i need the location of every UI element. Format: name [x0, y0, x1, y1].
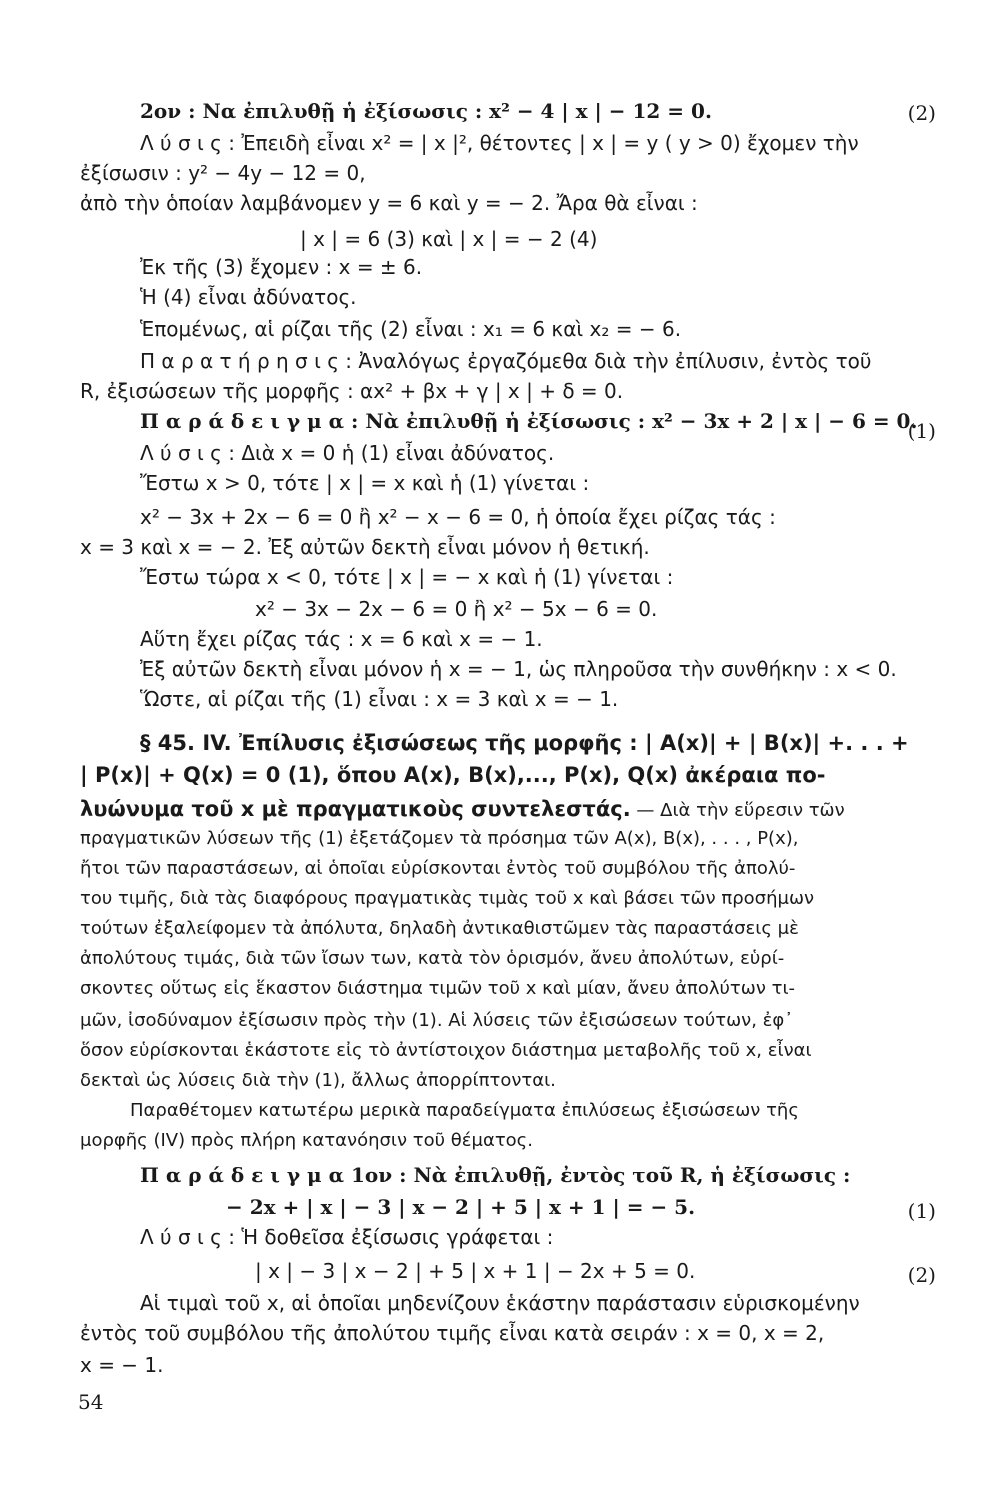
text-line: − 2x + | x | − 3 | x − 2 | + 5 | x + 1 | = − 5.: [226, 1195, 696, 1219]
text-line: x = 3 καὶ x = − 2. Ἐξ αὐτῶν δεκτὴ εἶναι μόνον ἡ θετική.: [80, 535, 650, 559]
text-line: Αὕτη ἔχει ρίζας τάς : x = 6 καὶ x = − 1.: [140, 627, 543, 651]
text-line: δεκταὶ ὡς λύσεις διὰ τὴν (1), ἄλλως ἀπορρίπτονται.: [80, 1070, 556, 1091]
text-line: Λ ύ σ ι ς : Ἐπειδὴ εἶναι x² = | x |², θέτοντες | x | = y ( y > 0) ἔχομεν τὴν: [140, 131, 859, 155]
text-line: σκοντες οὕτως εἰς ἕκαστον διάστημα τιμῶν τοῦ x καὶ μίαν, ἄνευ ἀπολύτων τι-: [80, 978, 796, 999]
text-line: Π α ρ ά δ ε ι γ μ α : Νὰ ἐπιλυθῇ ἡ ἐξίσωσις : x² − 3x + 2 | x | − 6 = 0.: [140, 409, 918, 433]
text-line: 2ον : Να ἐπιλυθῇ ἡ ἐξίσωσις : x² − 4 | x | − 12 = 0.: [140, 99, 712, 123]
equation-number: (1): [907, 419, 936, 443]
text-line: Ἔστω τώρα x < 0, τότε | x | = − x καὶ ἡ (1) γίνεται :: [140, 565, 674, 589]
text-line: Ὥστε, αἱ ρίζαι τῆς (1) εἶναι : x = 3 καὶ x = − 1.: [140, 687, 619, 711]
text-line: ἀπολύτους τιμάς, διὰ τῶν ἴσων των, κατὰ τὸν ὁρισμόν, ἄνευ ἀπολύτων, εὑρί-: [80, 948, 785, 969]
text-line: Ἐξ αὐτῶν δεκτὴ εἶναι μόνον ἡ x = − 1, ὡς πληροῦσα τὴν συνθήκην : x < 0.: [140, 657, 897, 681]
text-line: ἀπὸ τὴν ὁποίαν λαμβάνομεν y = 6 καὶ y = − 2. Ἄρα θὰ εἶναι :: [80, 191, 698, 215]
section-heading: | P(x)| + Q(x) = 0 (1), ὅπου A(x), B(x),..., P(x), Q(x) ἀκέραια πο-: [80, 763, 826, 787]
text-line: | x | − 3 | x − 2 | + 5 | x + 1 | − 2x + 5 = 0.: [255, 1259, 696, 1283]
text-line: Ἔστω x > 0, τότε | x | = x καὶ ἡ (1) γίνεται :: [140, 471, 590, 495]
text-line: Λ ύ σ ι ς : Διὰ x = 0 ἡ (1) εἶναι ἀδύνατος.: [140, 441, 555, 465]
text-line: Π α ρ α τ ή ρ η σ ι ς : Ἀναλόγως ἐργαζόμεθα διὰ τὴν ἐπίλυσιν, ἐντὸς τοῦ: [140, 349, 872, 373]
text-line: R, ἐξισώσεων τῆς μορφῆς : αx² + βx + γ | x | + δ = 0.: [80, 379, 624, 403]
text-line: Ἡ (4) εἶναι ἀδύνατος.: [140, 285, 357, 309]
text-line: Αἱ τιμαὶ τοῦ x, αἱ ὁποῖαι μηδενίζουν ἑκάστην παράστασιν εὑρισκομένην: [140, 1291, 860, 1315]
text-line: | x | = 6 (3) καὶ | x | = − 2 (4): [300, 227, 598, 251]
text-line: πραγματικῶν λύσεων τῆς (1) ἐξετάζομεν τὰ πρόσημα τῶν A(x), B(x), . . . , P(x),: [80, 828, 799, 849]
text-line: x² − 3x + 2x − 6 = 0 ἢ x² − x − 6 = 0, ἡ ὁποία ἔχει ρίζας τάς :: [140, 505, 776, 529]
text-line: Ἑπομένως, αἱ ρίζαι τῆς (2) εἶναι : x₁ = 6 καὶ x₂ = − 6.: [140, 317, 682, 341]
text-line: μῶν, ἰσοδύναμον ἐξίσωσιν πρὸς τὴν (1). Αἱ λύσεις τῶν ἐξισώσεων τούτων, ἐφ᾿: [80, 1010, 794, 1031]
section-heading: λυώνυμα τοῦ x μὲ πραγματικοὺς συντελεστάς.: [80, 797, 631, 821]
text-line: μορφῆς (IV) πρὸς πλήρη κατανόησιν τοῦ θέματος.: [80, 1130, 533, 1151]
text-line: Λ ύ σ ι ς : Ἡ δοθεῖσα ἐξίσωσις γράφεται :: [140, 1225, 554, 1249]
text-line: x = − 1.: [80, 1353, 164, 1377]
text-line: Ἐκ τῆς (3) ἔχομεν : x = ± 6.: [140, 255, 423, 279]
equation-number: (2): [907, 101, 936, 125]
page-number: 54: [78, 1390, 104, 1414]
text-line: ἤτοι τῶν παραστάσεων, αἱ ὁποῖαι εὑρίσκονται ἐντὸς τοῦ συμβόλου τῆς ἀπολύ-: [80, 858, 796, 879]
equation-number: (2): [907, 1263, 936, 1287]
text-line: Π α ρ ά δ ε ι γ μ α 1ον : Νὰ ἐπιλυθῇ, ἐντὸς τοῦ R, ἡ ἐξίσωσις :: [140, 1163, 851, 1187]
text-line: Παραθέτομεν κατωτέρω μερικὰ παραδείγματα ἐπιλύσεως ἐξισώσεων τῆς: [130, 1100, 799, 1121]
text-line: x² − 3x − 2x − 6 = 0 ἢ x² − 5x − 6 = 0.: [255, 597, 658, 621]
text-line: του τιμῆς, διὰ τὰς διαφόρους πραγματικὰς τιμὰς τοῦ x καὶ βάσει τῶν προσήμων: [80, 888, 815, 909]
section-heading-last-line: [80, 796, 845, 824]
text-line: ἐντὸς τοῦ συμβόλου τῆς ἀπολύτου τιμῆς εἶναι κατὰ σειράν : x = 0, x = 2,: [80, 1321, 825, 1345]
equation-number: (1): [907, 1199, 936, 1223]
text-span: — Διὰ τὴν εὕρεσιν τῶν: [630, 800, 845, 821]
section-heading: § 45. IV. Ἐπίλυσις ἐξισώσεως τῆς μορφῆς : | A(x)| + | B(x)| +. . . +: [140, 731, 909, 755]
text-line: τούτων ἐξαλείφομεν τὰ ἀπόλυτα, δηλαδὴ ἀντικαθιστῶμεν τὰς παραστάσεις μὲ: [80, 918, 799, 939]
text-line: ἐξίσωσιν : y² − 4y − 12 = 0,: [80, 161, 366, 185]
text-line: ὅσον εὑρίσκονται ἑκάστοτε εἰς τὸ ἀντίστοιχον διάστημα μεταβολῆς τοῦ x, εἶναι: [80, 1040, 812, 1061]
